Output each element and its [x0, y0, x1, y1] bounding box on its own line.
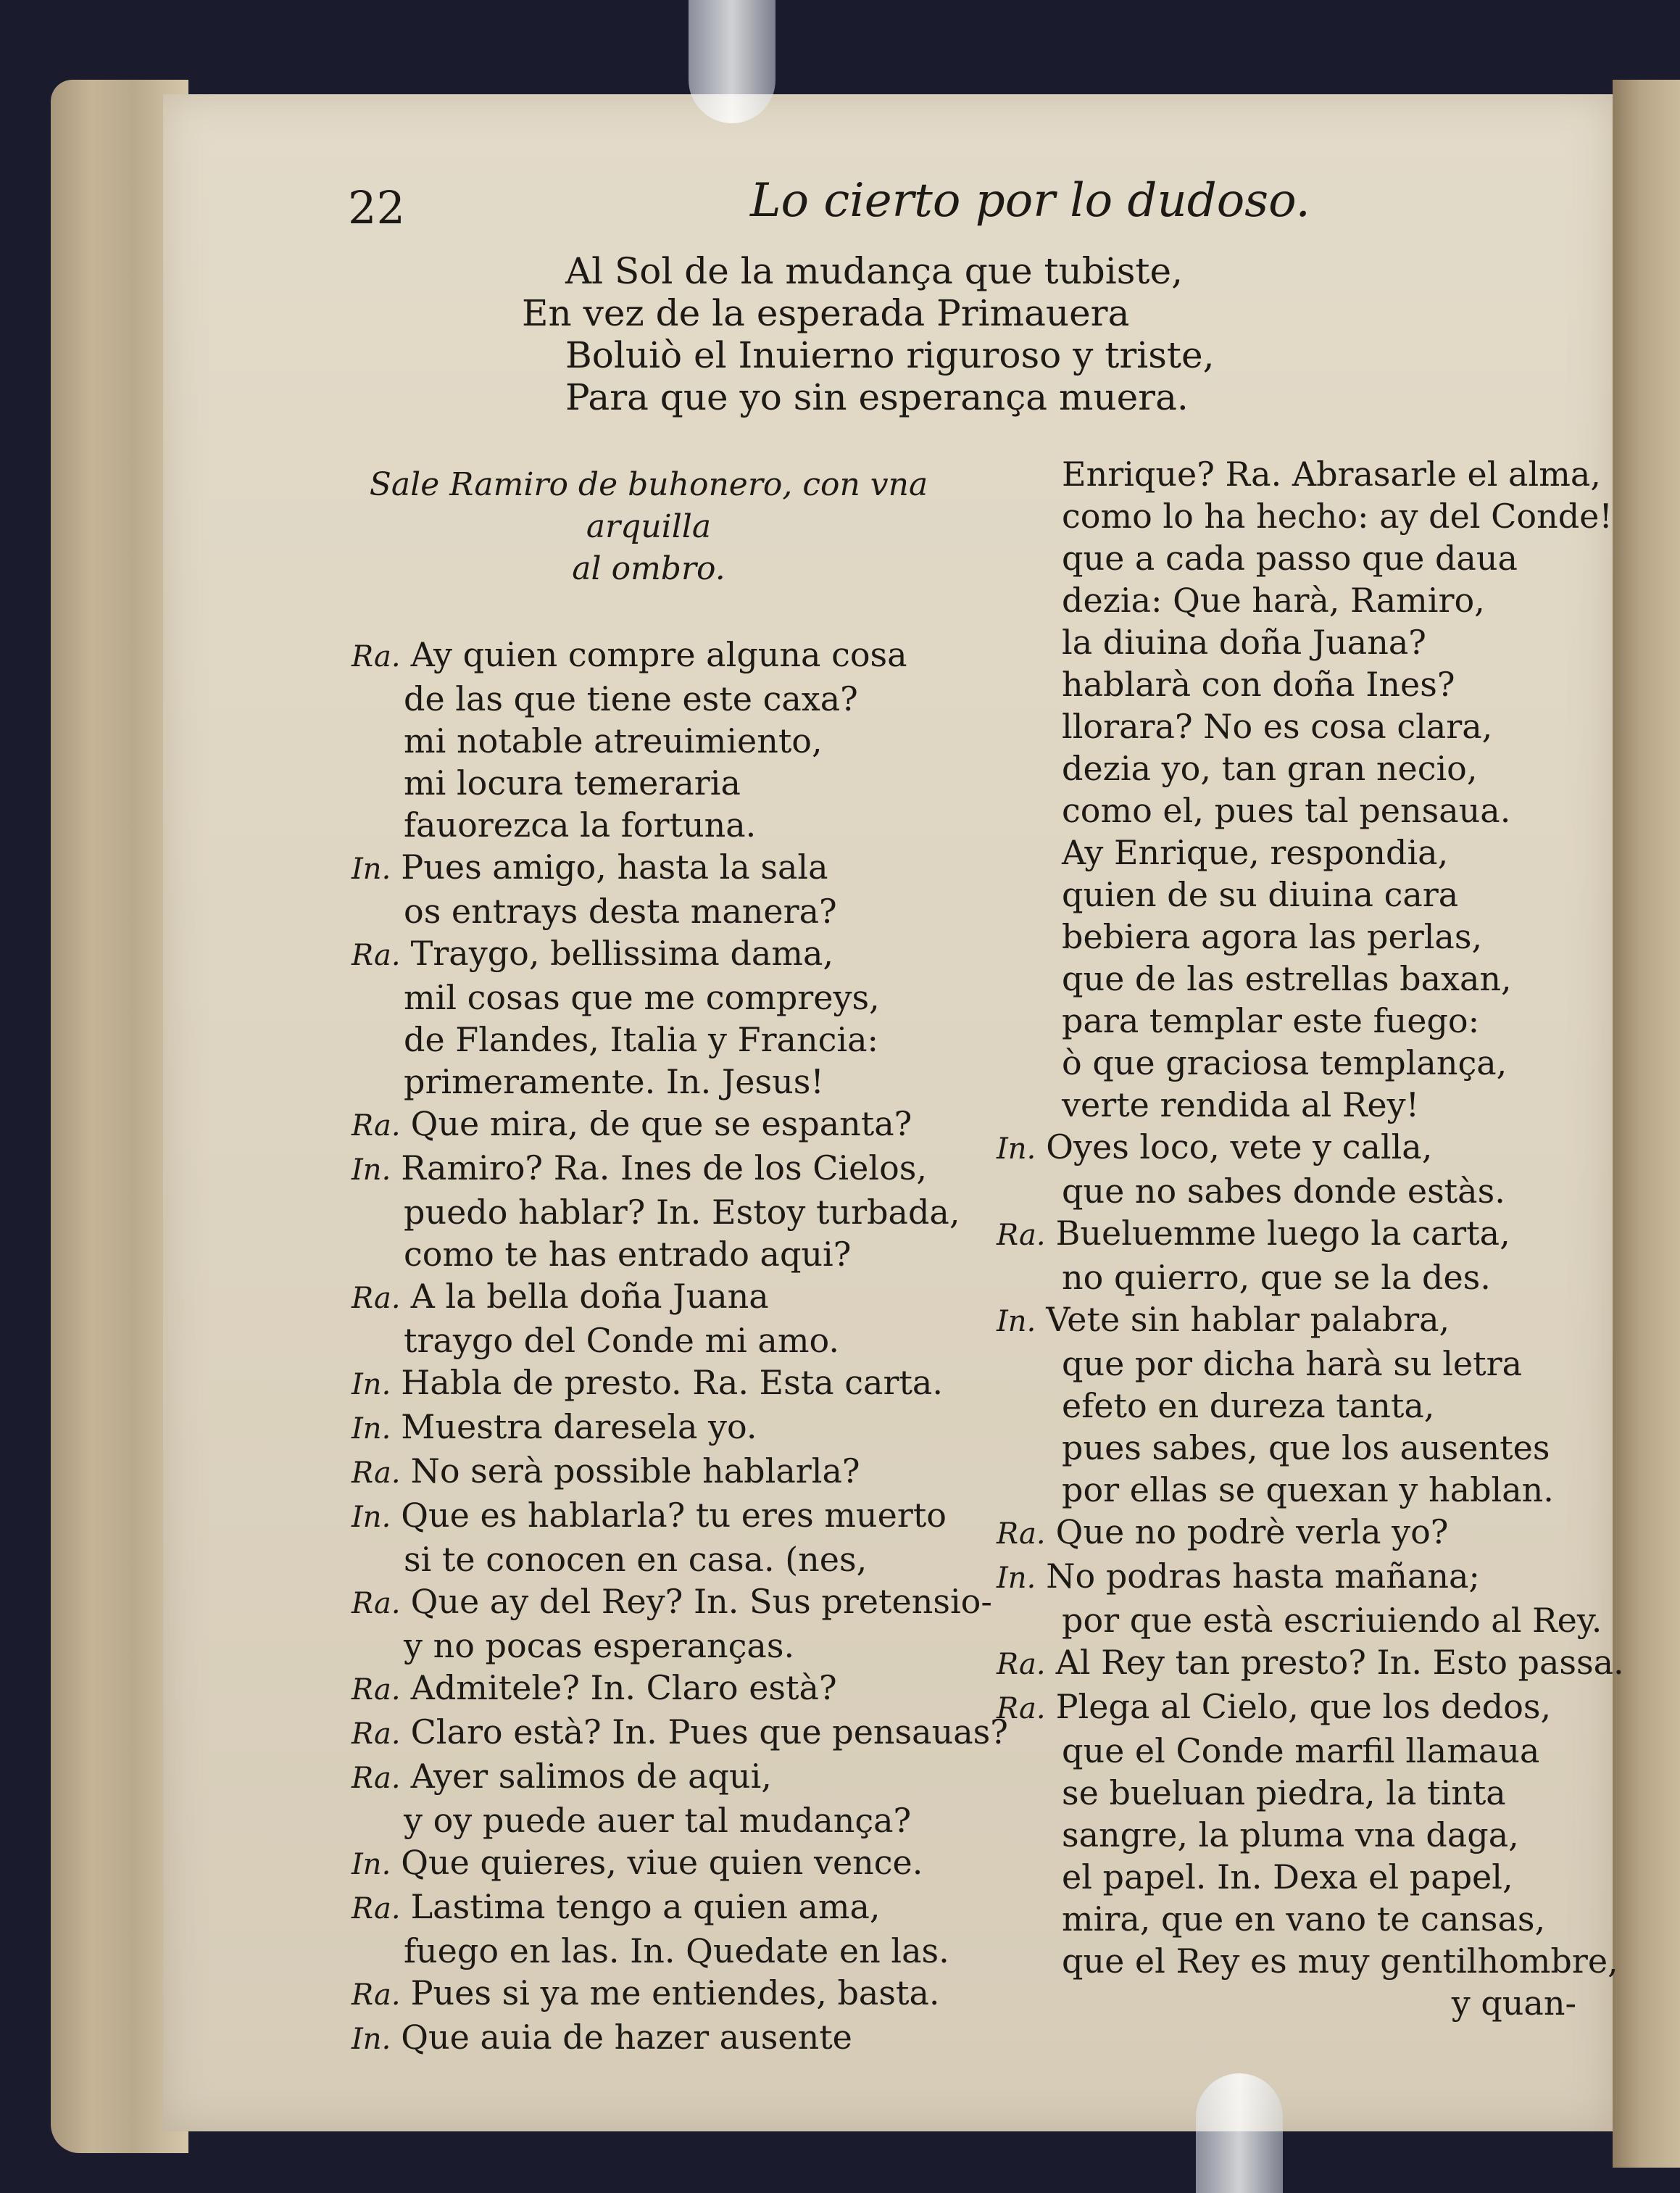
verse-text: Ay quien compre alguna cosa — [410, 635, 907, 674]
verse-line — [352, 1972, 968, 2016]
speaker-tag: Ra. — [352, 1673, 401, 1707]
verse-line — [997, 1555, 1598, 1599]
verse-line — [997, 1385, 1598, 1427]
verse-text: bebiera agora las perlas, — [1062, 917, 1483, 956]
verse-line — [352, 1319, 968, 1361]
verse-line — [352, 678, 968, 720]
verse-text: quien de su diuina cara — [1062, 875, 1459, 914]
speaker-tag: Ra. — [352, 640, 401, 673]
verse-text: Vete sin hablar palabra, — [1046, 1300, 1450, 1339]
verse-text: Que mira, de que se espanta? — [410, 1104, 912, 1143]
verse-line — [352, 2016, 968, 2060]
page-title: Lo cierto por lo dudoso. — [750, 174, 1310, 228]
speaker-tag: In. — [352, 2023, 391, 2056]
stanza-line: Boluiò el Inuierno riguroso y triste, — [565, 334, 1215, 376]
verse-text: A la bella doña Juana — [410, 1277, 769, 1316]
verse-line — [997, 1343, 1598, 1385]
verse-text: como el, pues tal pensaua. — [1062, 791, 1511, 830]
verse-line — [352, 1667, 968, 1711]
verse-line — [997, 1772, 1598, 1814]
speaker-tag: In. — [352, 1153, 391, 1187]
verse-text: Admitele? In. Claro està? — [410, 1668, 837, 1707]
verse-text: mi locura temeraria — [404, 763, 741, 803]
verse-text: y oy puede auer tal mudança? — [404, 1801, 912, 1840]
verse-text: Que es hablarla? tu eres muerto — [401, 1496, 947, 1535]
verse-text: como te has entrado aqui? — [404, 1235, 852, 1274]
verse-text: que no sabes donde estàs. — [1062, 1172, 1505, 1211]
verse-text: y no pocas esperanças. — [404, 1626, 795, 1665]
speaker-tag: In. — [352, 853, 391, 886]
verse-line — [997, 705, 1598, 747]
verse-line — [997, 958, 1598, 1000]
speaker-tag: In. — [997, 1132, 1036, 1166]
verse-line — [352, 1799, 968, 1841]
verse-line — [997, 579, 1598, 621]
verse-text: Al Rey tan presto? In. Esto passa. — [1055, 1643, 1624, 1682]
stanza-line: Al Sol de la mudança que tubiste, — [565, 250, 1183, 292]
verse-line — [997, 1599, 1602, 1641]
speaker-tag: Ra. — [352, 939, 401, 972]
verse-text: Claro està? In. Pues que pensauas? — [410, 1712, 1008, 1752]
verse-text: no quierro, que se la des. — [1062, 1258, 1491, 1297]
verse-line — [997, 1641, 1624, 1686]
verse-text: pues sabes, que los ausentes — [1062, 1428, 1550, 1467]
verse-line — [997, 1298, 1598, 1343]
verse-text: mi notable atreuimiento, — [404, 721, 823, 760]
verse-text: el papel. In. Dexa el papel, — [1062, 1857, 1513, 1896]
verse-text: Ay Enrique, respondia, — [1062, 833, 1449, 872]
speaker-tag: Ra. — [352, 1762, 401, 1795]
speaker-tag: Ra. — [997, 1648, 1046, 1681]
speaker-tag: In. — [997, 1305, 1036, 1338]
verse-text: ò que graciosa templança, — [1062, 1043, 1508, 1082]
verse-text: Oyes loco, vete y calla, — [1046, 1127, 1433, 1166]
facing-page-edge — [1613, 80, 1680, 2168]
speaker-tag: In. — [352, 1412, 391, 1446]
speaker-tag: Ra. — [352, 1892, 401, 1925]
verse-text: Que ay del Rey? In. Sus pretensio- — [410, 1582, 992, 1621]
speaker-tag: In. — [352, 1368, 391, 1401]
verse-line — [352, 890, 968, 932]
verse-text: Bueluemme luego la carta, — [1055, 1214, 1510, 1253]
verse-text: Pues si ya me entiendes, basta. — [410, 1973, 940, 2012]
verse-text: que el Conde marfil llamaua — [1062, 1731, 1540, 1770]
stage-direction — [352, 464, 946, 590]
verse-text: llorara? No es cosa clara, — [1062, 707, 1493, 746]
verse-text: Enrique? Ra. Abrasarle el alma, — [1062, 455, 1601, 494]
verse-line — [352, 1275, 968, 1319]
verse-line — [352, 762, 968, 804]
verse-text: sangre, la pluma vna daga, — [1062, 1815, 1519, 1854]
verse-line — [997, 1511, 1598, 1555]
stanza-line: Para que yo sin esperança muera. — [565, 376, 1189, 418]
verse-line — [997, 537, 1598, 579]
verse-line — [997, 1042, 1598, 1084]
verse-line — [997, 453, 1601, 495]
verse-text: dezia yo, tan gran necio, — [1062, 749, 1478, 788]
verse-text: primeramente. In. Jesus! — [404, 1062, 824, 1101]
speaker-tag: Ra. — [352, 1717, 401, 1751]
verse-line — [997, 747, 1598, 789]
verse-text: efeto en dureza tanta, — [1062, 1386, 1435, 1425]
verse-line — [352, 977, 968, 1019]
verse-line — [997, 1000, 1598, 1042]
verse-text: Habla de presto. Ra. Esta carta. — [401, 1363, 943, 1402]
verse-text: por que està escriuiendo al Rey. — [1062, 1601, 1602, 1640]
verse-text: fauorezca la fortuna. — [404, 805, 757, 845]
verse-text: que por dicha harà su letra — [1062, 1344, 1523, 1383]
verse-line — [997, 1940, 1618, 1982]
verse-line — [997, 1256, 1598, 1298]
catchword: y quan- — [1451, 1983, 1576, 2023]
verse-line — [997, 1427, 1598, 1469]
verse-line — [352, 1147, 968, 1191]
verse-line — [352, 1841, 968, 1886]
stage-direction-line: Sale Ramiro de buhonero, con vna arquilla — [369, 466, 928, 545]
verse-line — [352, 1625, 968, 1667]
verse-text: puedo hablar? In. Estoy turbada, — [404, 1193, 960, 1232]
speaker-tag: Ra. — [997, 1692, 1046, 1725]
verse-line — [997, 1730, 1598, 1772]
left-column — [352, 464, 1008, 2060]
verse-line — [352, 846, 968, 890]
verse-text: Plega al Cielo, que los dedos, — [1055, 1687, 1552, 1726]
opening-stanza — [522, 250, 1290, 418]
verse-line — [997, 1212, 1598, 1256]
verse-text: No serà possible hablarla? — [410, 1451, 860, 1491]
verse-line — [352, 1191, 968, 1233]
speaker-tag: Ra. — [352, 1456, 401, 1490]
verse-line — [352, 1886, 968, 1930]
verse-line — [352, 1019, 968, 1061]
verse-text: que a cada passo que daua — [1062, 539, 1518, 578]
verse-text: mil cosas que me compreys, — [404, 978, 880, 1017]
verse-text: os entrays desta manera? — [404, 892, 837, 931]
verse-line — [352, 1406, 968, 1450]
verse-text: mira, que en vano te cansas, — [1062, 1899, 1546, 1939]
verse-text: Que quieres, viue quien vence. — [401, 1843, 923, 1882]
verse-text: fuego en las. In. Quedate en las. — [404, 1931, 949, 1970]
verse-line — [352, 720, 968, 762]
verse-line — [352, 932, 968, 977]
verse-text: Lastima tengo a quien ama, — [410, 1887, 881, 1926]
verse-line — [352, 1361, 968, 1406]
verse-text: Ramiro? Ra. Ines de los Cielos, — [401, 1148, 927, 1187]
verse-line — [352, 1450, 968, 1494]
verse-text: por ellas se quexan y hablan. — [1062, 1470, 1554, 1509]
verse-text: traygo del Conde mi amo. — [404, 1321, 839, 1360]
verse-line — [997, 663, 1598, 705]
verse-line — [352, 1538, 968, 1580]
verse-line — [997, 1686, 1598, 1730]
speaker-tag: Ra. — [352, 1587, 401, 1620]
verse-line — [997, 1170, 1598, 1212]
verse-text: de las que tiene este caxa? — [404, 679, 858, 718]
right-verse-lines — [997, 453, 1624, 1982]
verse-line — [352, 1580, 992, 1625]
speaker-tag: In. — [997, 1562, 1036, 1595]
verse-text: dezia: Que harà, Ramiro, — [1062, 581, 1485, 620]
verse-text: que de las estrellas baxan, — [1062, 959, 1512, 998]
verse-line — [352, 1930, 968, 1972]
verse-line — [997, 789, 1598, 832]
verse-text: como lo ha hecho: ay del Conde! — [1062, 497, 1613, 536]
verse-text: para templar este fuego: — [1062, 1001, 1480, 1040]
verse-line — [352, 1061, 968, 1103]
speaker-tag: Ra. — [352, 1282, 401, 1315]
left-verse-lines — [352, 634, 1008, 2060]
verse-line — [352, 1711, 1008, 1755]
verse-text: verte rendida al Rey! — [1062, 1085, 1420, 1124]
speaker-tag: Ra. — [352, 1978, 401, 2012]
verse-line — [997, 874, 1598, 916]
verse-line — [997, 495, 1613, 537]
verse-line — [997, 621, 1598, 663]
speaker-tag: Ra. — [352, 1109, 401, 1143]
verse-text: Pues amigo, hasta la sala — [401, 847, 828, 887]
verse-text: Traygo, bellissima dama, — [410, 934, 834, 973]
verse-line — [997, 832, 1598, 874]
verse-text: si te conocen en casa. (nes, — [404, 1540, 868, 1579]
speaker-tag: Ra. — [997, 1517, 1046, 1551]
verse-line — [997, 1814, 1598, 1856]
verse-line — [352, 1103, 968, 1147]
verse-line — [352, 804, 968, 846]
verse-text: que el Rey es muy gentilhombre, — [1062, 1941, 1618, 1981]
verse-text: Muestra daresela yo. — [401, 1407, 757, 1446]
verse-line — [997, 1898, 1598, 1940]
right-column — [997, 453, 1624, 2024]
running-head — [348, 174, 1580, 239]
verse-line — [997, 1856, 1598, 1898]
verse-text: Que auia de hazer ausente — [401, 2018, 852, 2057]
verse-text: No podras hasta mañana; — [1046, 1556, 1480, 1596]
verse-line — [997, 916, 1598, 958]
verse-text: Ayer salimos de aqui, — [410, 1757, 772, 1796]
speaker-tag: Ra. — [997, 1219, 1046, 1252]
verse-line — [997, 1469, 1598, 1511]
verse-line — [997, 1084, 1598, 1126]
verse-line — [352, 634, 968, 678]
verse-line — [352, 1755, 968, 1799]
page-number: 22 — [348, 181, 405, 234]
stage-direction-line: al ombro. — [572, 550, 725, 587]
speaker-tag: In. — [352, 1501, 391, 1534]
verse-text: la diuina doña Juana? — [1062, 623, 1426, 662]
verse-line — [352, 1233, 968, 1275]
stanza-line: En vez de la esperada Primauera — [522, 292, 1130, 334]
speaker-tag: In. — [352, 1848, 391, 1881]
verse-line — [352, 1494, 968, 1538]
top-page-clip — [689, 0, 775, 123]
bottom-page-clip — [1196, 2073, 1283, 2193]
verse-text: hablarà con doña Ines? — [1062, 665, 1455, 704]
verse-line — [997, 1126, 1598, 1170]
verse-text: de Flandes, Italia y Francia: — [404, 1020, 879, 1059]
verse-text: Que no podrè verla yo? — [1055, 1512, 1449, 1551]
verse-text: se bueluan piedra, la tinta — [1062, 1773, 1506, 1812]
